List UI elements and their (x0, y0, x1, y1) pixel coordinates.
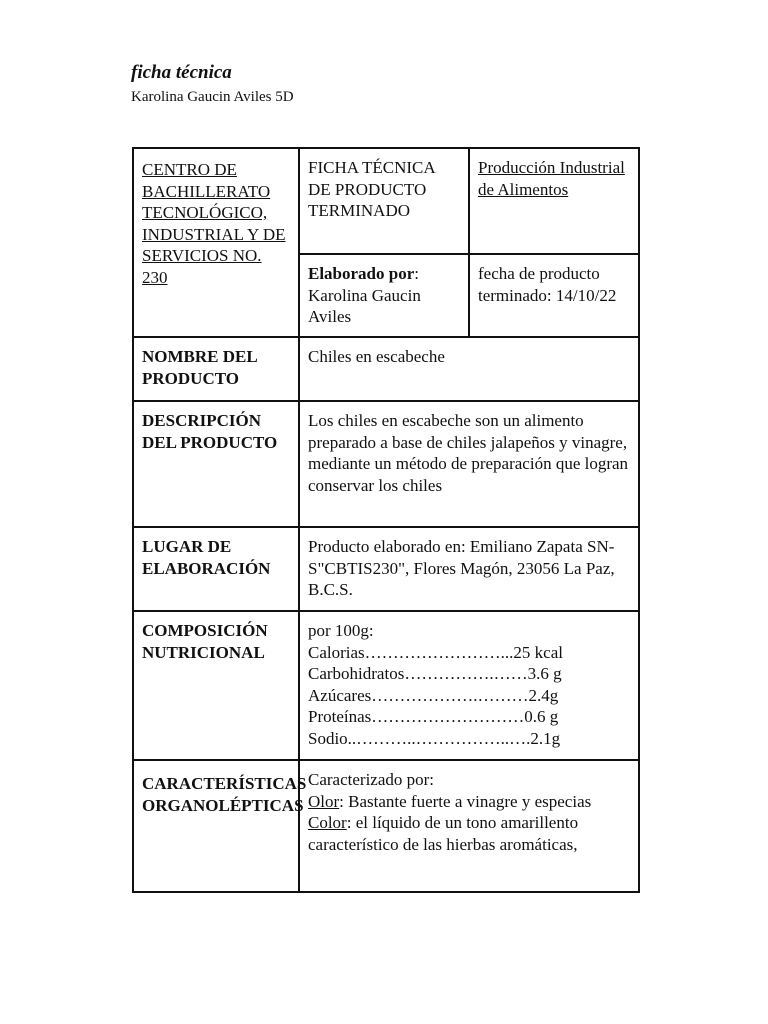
odor-description (308, 792, 591, 811)
composition-row (133, 611, 639, 760)
nutrition-line-sugars: Azúcares……………….………2.4g (308, 685, 559, 705)
place-label: LUGAR DE ELABORACIÓN (133, 527, 299, 611)
description-row (133, 401, 639, 527)
color-description (308, 813, 578, 854)
nutrition-line-proteins: Proteínas………………………0.6 g (308, 707, 559, 726)
production-area: Producción Industrial de Alimentos (469, 148, 639, 254)
organoleptic-row (133, 760, 639, 892)
elaborated-by-value: Karolina Gaucin Aviles (308, 285, 421, 326)
place-value: Producto elaborado en: Emiliano Zapata SN-S"CBTIS230", Flores Magón, 23056 La Paz, B.C.S. (299, 527, 639, 611)
finished-date: fecha de producto terminado: 14/10/22 (469, 254, 639, 337)
technical-sheet-table (132, 147, 640, 893)
color-label: Color (308, 813, 347, 832)
school-name: CENTRO DE BACHILLERATO TECNOLÓGICO, INDUSTRIAL Y DE SERVICIOS NO. 230 (133, 148, 299, 337)
description-value: Los chiles en escabeche son un alimento preparado a base de chiles jalapeños y vinagre, mediante un método de preparación que logran conservar los chiles (299, 401, 639, 527)
elaborated-by-separator: : (414, 264, 420, 283)
composition-label: COMPOSICIÓN NUTRICIONAL (133, 611, 299, 760)
organoleptic-label: CARACTERÍSTICAS ORGANOLÉPTICAS (133, 760, 299, 892)
elaborated-by-cell (299, 254, 469, 337)
elaborated-by-label: Elaborado por (308, 264, 415, 283)
color-text: : el líquido de un tono amarillento característico de las hierbas aromáticas, (308, 813, 579, 854)
organoleptic-intro: Caracterizado por: (308, 770, 435, 789)
odor-text: : Bastante fuerte a vinagre y especias (339, 791, 592, 811)
odor-label: Olor (308, 791, 340, 811)
document-title: ficha técnica (131, 62, 232, 83)
nutrition-line-calories: Calorias……………………...25 kcal (308, 642, 563, 662)
product-name-value: Chiles en escabeche (299, 337, 639, 401)
product-name-row (133, 337, 639, 401)
product-name-label: NOMBRE DEL PRODUCTO (133, 337, 299, 401)
header-row (133, 148, 639, 254)
nutrition-line-carbohydrates: Carbohidratos…………….……3.6 g (308, 664, 562, 683)
place-row (133, 527, 639, 611)
composition-intro: por 100g: (308, 621, 374, 640)
organoleptic-cell (299, 760, 639, 892)
document-subtitle: Karolina Gaucin Aviles 5D (131, 89, 294, 105)
description-label: DESCRIPCIÓN DEL PRODUCTO (133, 401, 299, 527)
composition-cell (299, 611, 639, 760)
sheet-heading: FICHA TÉCNICA DE PRODUCTO TERMINADO (299, 148, 469, 254)
nutrition-line-sodium: Sodio..………..……………..….2.1g (308, 728, 561, 748)
